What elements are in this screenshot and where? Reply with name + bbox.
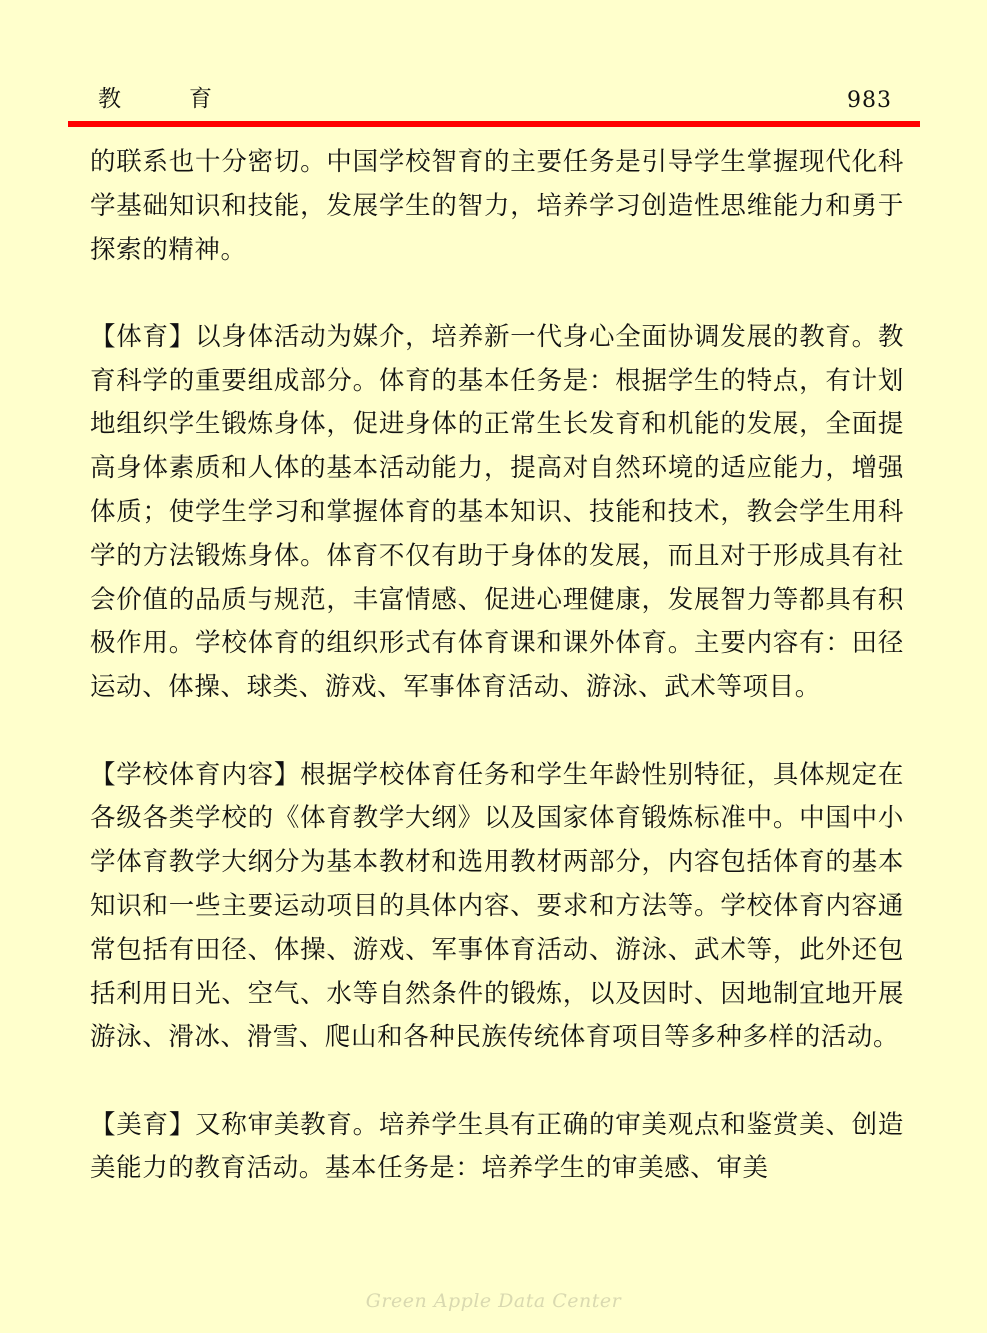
entry-text: 又称审美教育。培养学生具有正确的审美观点和鉴赏美、创造美能力的教育活动。基本任务是：培养学生的审美感、审美 [90,1109,905,1184]
page-number: 983 [847,88,892,113]
entry-text: 以身体活动为媒介，培养新一代身心全面协调发展的教育。教育科学的重要组成部分。体育的基本任务是：根据学生的特点，有计划地组织学生锻炼身体，促进身体的正常生长发育和机能的发展，全面提高身体素质和人体的基本活动能力，提高对自然环境的适应能力，增强体质；使学生学习和掌握体育的基本知识、技能和技术，教会学生用科学的方法锻炼身体。体育不仅有助于身体的发展，而且对于形成具有社会价值的品质与规范，丰富情感、促进心理健康，发展智力等都具有积极作用。学校体育的组织形式有体育课和课外体育。主要内容有：田径运动、体操、球类、游戏、军事体育活动、游泳、武术等项目。 [90,321,905,703]
entry-aesthetic-education [90,1104,904,1192]
watermark: Green Apple Data Center [365,1290,622,1312]
entry-school-pe-content [90,754,904,1061]
article-body [90,141,904,1191]
section-title: 教育 [98,86,280,112]
page-header [68,82,918,122]
entry-physical-education [90,316,904,710]
entry-term: 【体育】 [90,321,196,352]
paragraph-intellectual-education-continued [90,141,904,272]
entry-term: 【学校体育内容】 [90,759,301,790]
entry-text: 根据学校体育任务和学生年龄性别特征，具体规定在各级各类学校的《体育教学大纲》以及国家体育锻炼标准中。中国中小学体育教学大纲分为基本教材和选用教材两部分，内容包括体育的基本知识和一些主要运动项目的具体内容、要求和方法等。学校体育内容通常包括有田径、体操、游戏、军事体育活动、游泳、武术等，此外还包括利用日光、空气、水等自然条件的锻炼，以及因时、因地制宜地开展游泳、滑冰、滑雪、爬山和各种民族传统体育项目等多种多样的活动。 [90,759,904,1053]
paragraph-text: 的联系也十分密切。中国学校智育的主要任务是引导学生掌握现代化科学基础知识和技能，发展学生的智力，培养学习创造性思维能力和勇于探索的精神。 [90,147,904,265]
header-rule [68,121,920,127]
entry-term: 【美育】 [90,1109,196,1140]
